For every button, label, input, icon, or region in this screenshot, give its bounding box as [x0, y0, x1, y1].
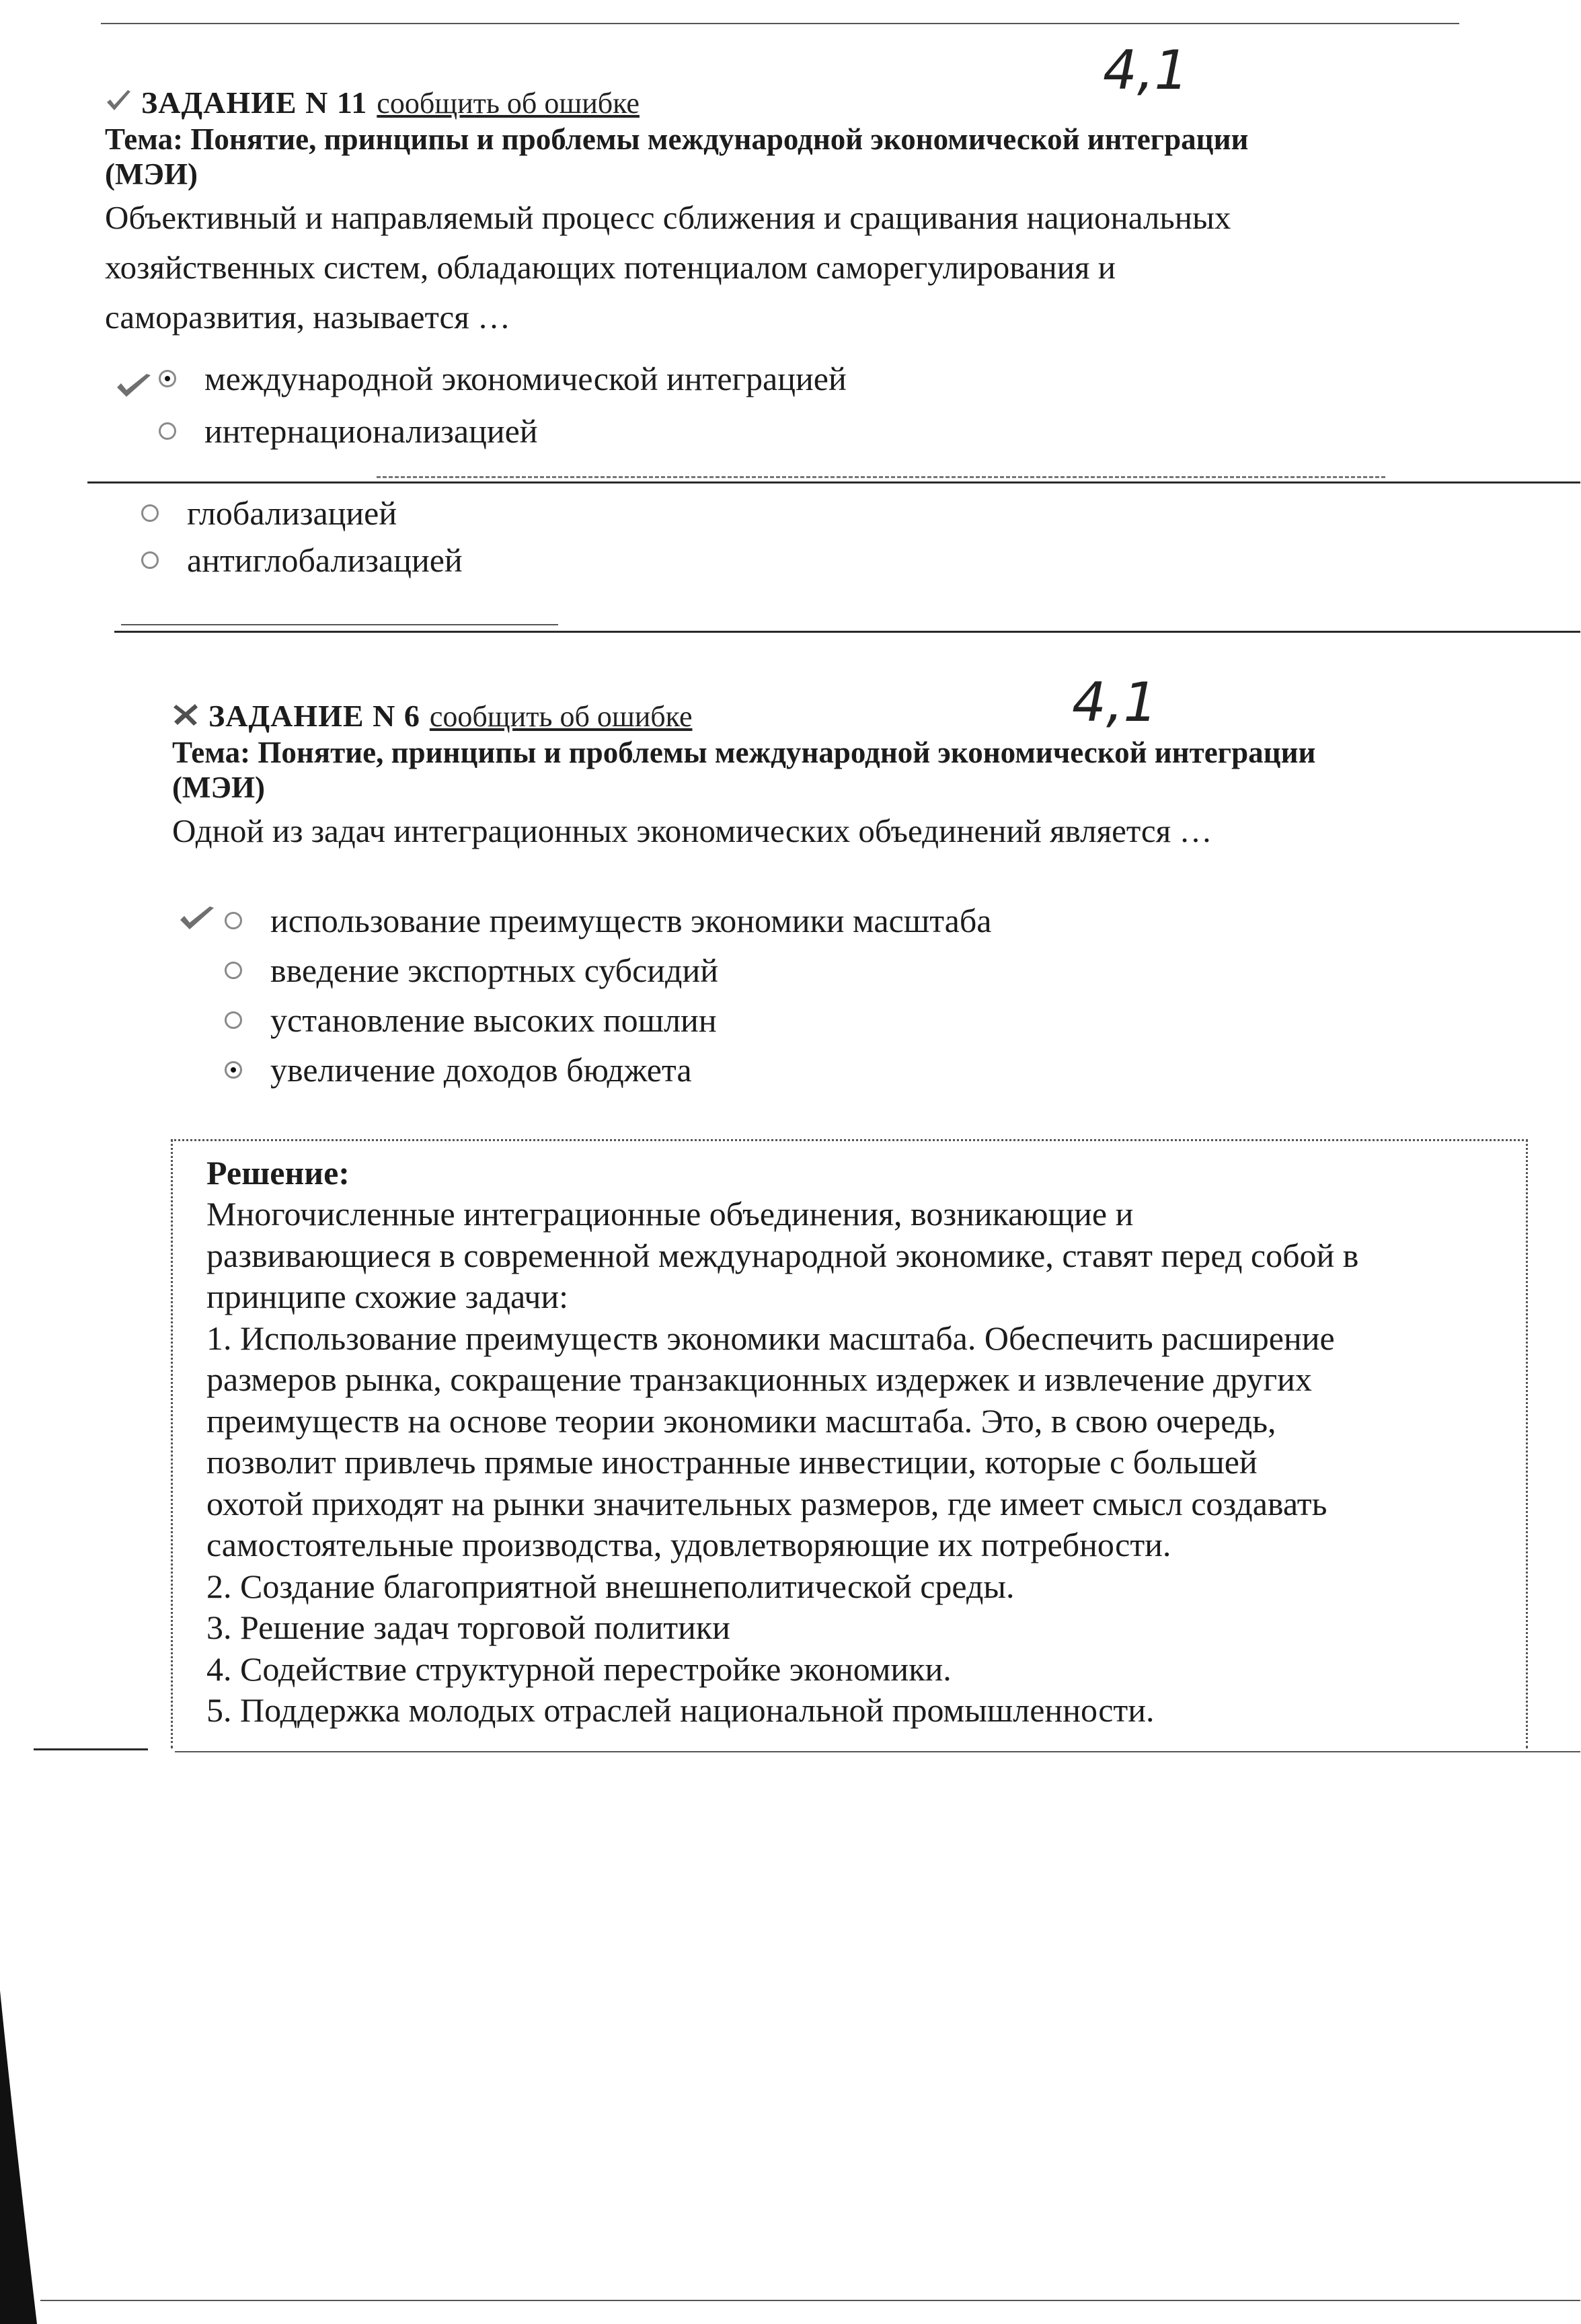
option-label: установление высоких пошлин	[270, 1001, 717, 1039]
report-error-link[interactable]: сообщить об ошибке	[377, 87, 640, 120]
scan-line-4	[121, 624, 558, 625]
question-line: Объективный и направляемый процесс сближения и сращивания национальных	[105, 199, 1231, 236]
task-header	[172, 698, 1551, 734]
option-label: использование преимуществ экономики масштаба	[270, 902, 992, 939]
handwritten-score-text: 4,1	[1103, 39, 1189, 102]
handwritten-score-1	[1103, 35, 1204, 109]
solution-line: развивающиеся в современной международной экономике, ставят перед собой в	[206, 1236, 1359, 1274]
correct-answer-mark	[116, 373, 153, 399]
option-label: увеличение доходов бюджета	[270, 1051, 692, 1089]
scan-line-top	[101, 23, 1459, 24]
solution-line: 4. Содействие структурной перестройке экономики.	[206, 1650, 952, 1688]
topic-line: Тема: Понятие, принципы и проблемы международной экономической интеграции	[172, 736, 1316, 769]
answer-option[interactable]	[225, 1001, 717, 1040]
solution-line: охотой приходят на рынки значительных размеров, где имеет смысл создавать	[206, 1484, 1327, 1522]
radio-button[interactable]	[225, 1011, 242, 1029]
task-question	[172, 806, 1551, 856]
answer-option[interactable]	[159, 412, 538, 451]
task-6	[172, 698, 1551, 856]
radio-button[interactable]	[225, 912, 242, 929]
radio-button[interactable]	[159, 370, 176, 387]
scan-line-bottom	[40, 2300, 1580, 2301]
option-label: интернационализацией	[204, 412, 538, 450]
solution-line: позволит привлечь прямые иностранные инвестиции, которые с большей	[206, 1443, 1258, 1481]
handwritten-score-text: 4,1	[1072, 671, 1158, 734]
handwritten-score-2	[1072, 666, 1173, 740]
scan-line-5	[34, 1748, 148, 1750]
scan-line-1	[87, 481, 1580, 483]
check-icon	[105, 89, 132, 113]
option-label: международной экономической интеграцией	[204, 360, 847, 397]
option-label: введение экспортных субсидий	[270, 952, 719, 989]
scan-line-6	[175, 1751, 1580, 1752]
scan-line-2	[377, 476, 1385, 478]
topic-line: (МЭИ)	[172, 771, 265, 804]
solution-box	[171, 1139, 1528, 1748]
option-label: глобализацией	[187, 494, 397, 532]
task-question	[105, 193, 1517, 342]
answer-option[interactable]	[225, 1050, 692, 1089]
scan-line-3	[114, 631, 1580, 633]
answer-option[interactable]	[159, 359, 847, 398]
option-label: антиглобализацией	[187, 541, 463, 579]
question-line: Одной из задач интеграционных экономических объединений является …	[172, 812, 1212, 849]
solution-line: преимуществ на основе теории экономики масштаба. Это, в свою очередь,	[206, 1401, 1276, 1440]
answer-option[interactable]	[225, 901, 992, 940]
answer-option[interactable]	[225, 951, 718, 990]
solution-line: размеров рынка, сокращение транзакционных издержек и извлечение других	[206, 1360, 1312, 1398]
solution-line: 1. Использование преимуществ экономики масштаба. Обеспечить расширение	[206, 1319, 1335, 1357]
answer-option[interactable]	[141, 541, 463, 580]
radio-button[interactable]	[141, 551, 159, 569]
task-header	[105, 85, 1517, 120]
radio-button[interactable]	[141, 504, 159, 522]
scan-edge-shadow	[0, 1990, 47, 2324]
radio-button[interactable]	[159, 422, 176, 440]
task-topic	[105, 122, 1517, 192]
question-line: хозяйственных систем, обладающих потенциалом саморегулирования и	[105, 249, 1116, 286]
task-number: ЗАДАНИЕ N 6	[208, 699, 420, 733]
question-line: саморазвития, называется …	[105, 299, 511, 336]
solution-line: 2. Создание благоприятной внешнеполитической среды.	[206, 1567, 1015, 1605]
topic-line: Тема: Понятие, принципы и проблемы международной экономической интеграции	[105, 122, 1249, 156]
solution-line: самостоятельные производства, удовлетворяющие их потребности.	[206, 1526, 1171, 1563]
solution-line: 3. Решение задач торговой политики	[206, 1609, 730, 1646]
task-number: ЗАДАНИЕ N 11	[141, 85, 368, 120]
correct-answer-mark	[179, 905, 217, 932]
radio-button[interactable]	[225, 1061, 242, 1079]
task-11	[105, 85, 1517, 342]
radio-button[interactable]	[225, 962, 242, 979]
topic-line: (МЭИ)	[105, 157, 198, 191]
solution-line: 5. Поддержка молодых отраслей национальной промышленности.	[206, 1691, 1155, 1729]
solution-line: принципе схожие задачи:	[206, 1278, 568, 1315]
task-topic	[172, 735, 1551, 805]
answer-option[interactable]	[141, 494, 397, 533]
cross-icon	[172, 702, 199, 726]
solution-title: Решение:	[206, 1154, 350, 1192]
solution-line: Многочисленные интеграционные объединения, возникающие и	[206, 1195, 1134, 1233]
report-error-link[interactable]: сообщить об ошибке	[429, 700, 693, 733]
